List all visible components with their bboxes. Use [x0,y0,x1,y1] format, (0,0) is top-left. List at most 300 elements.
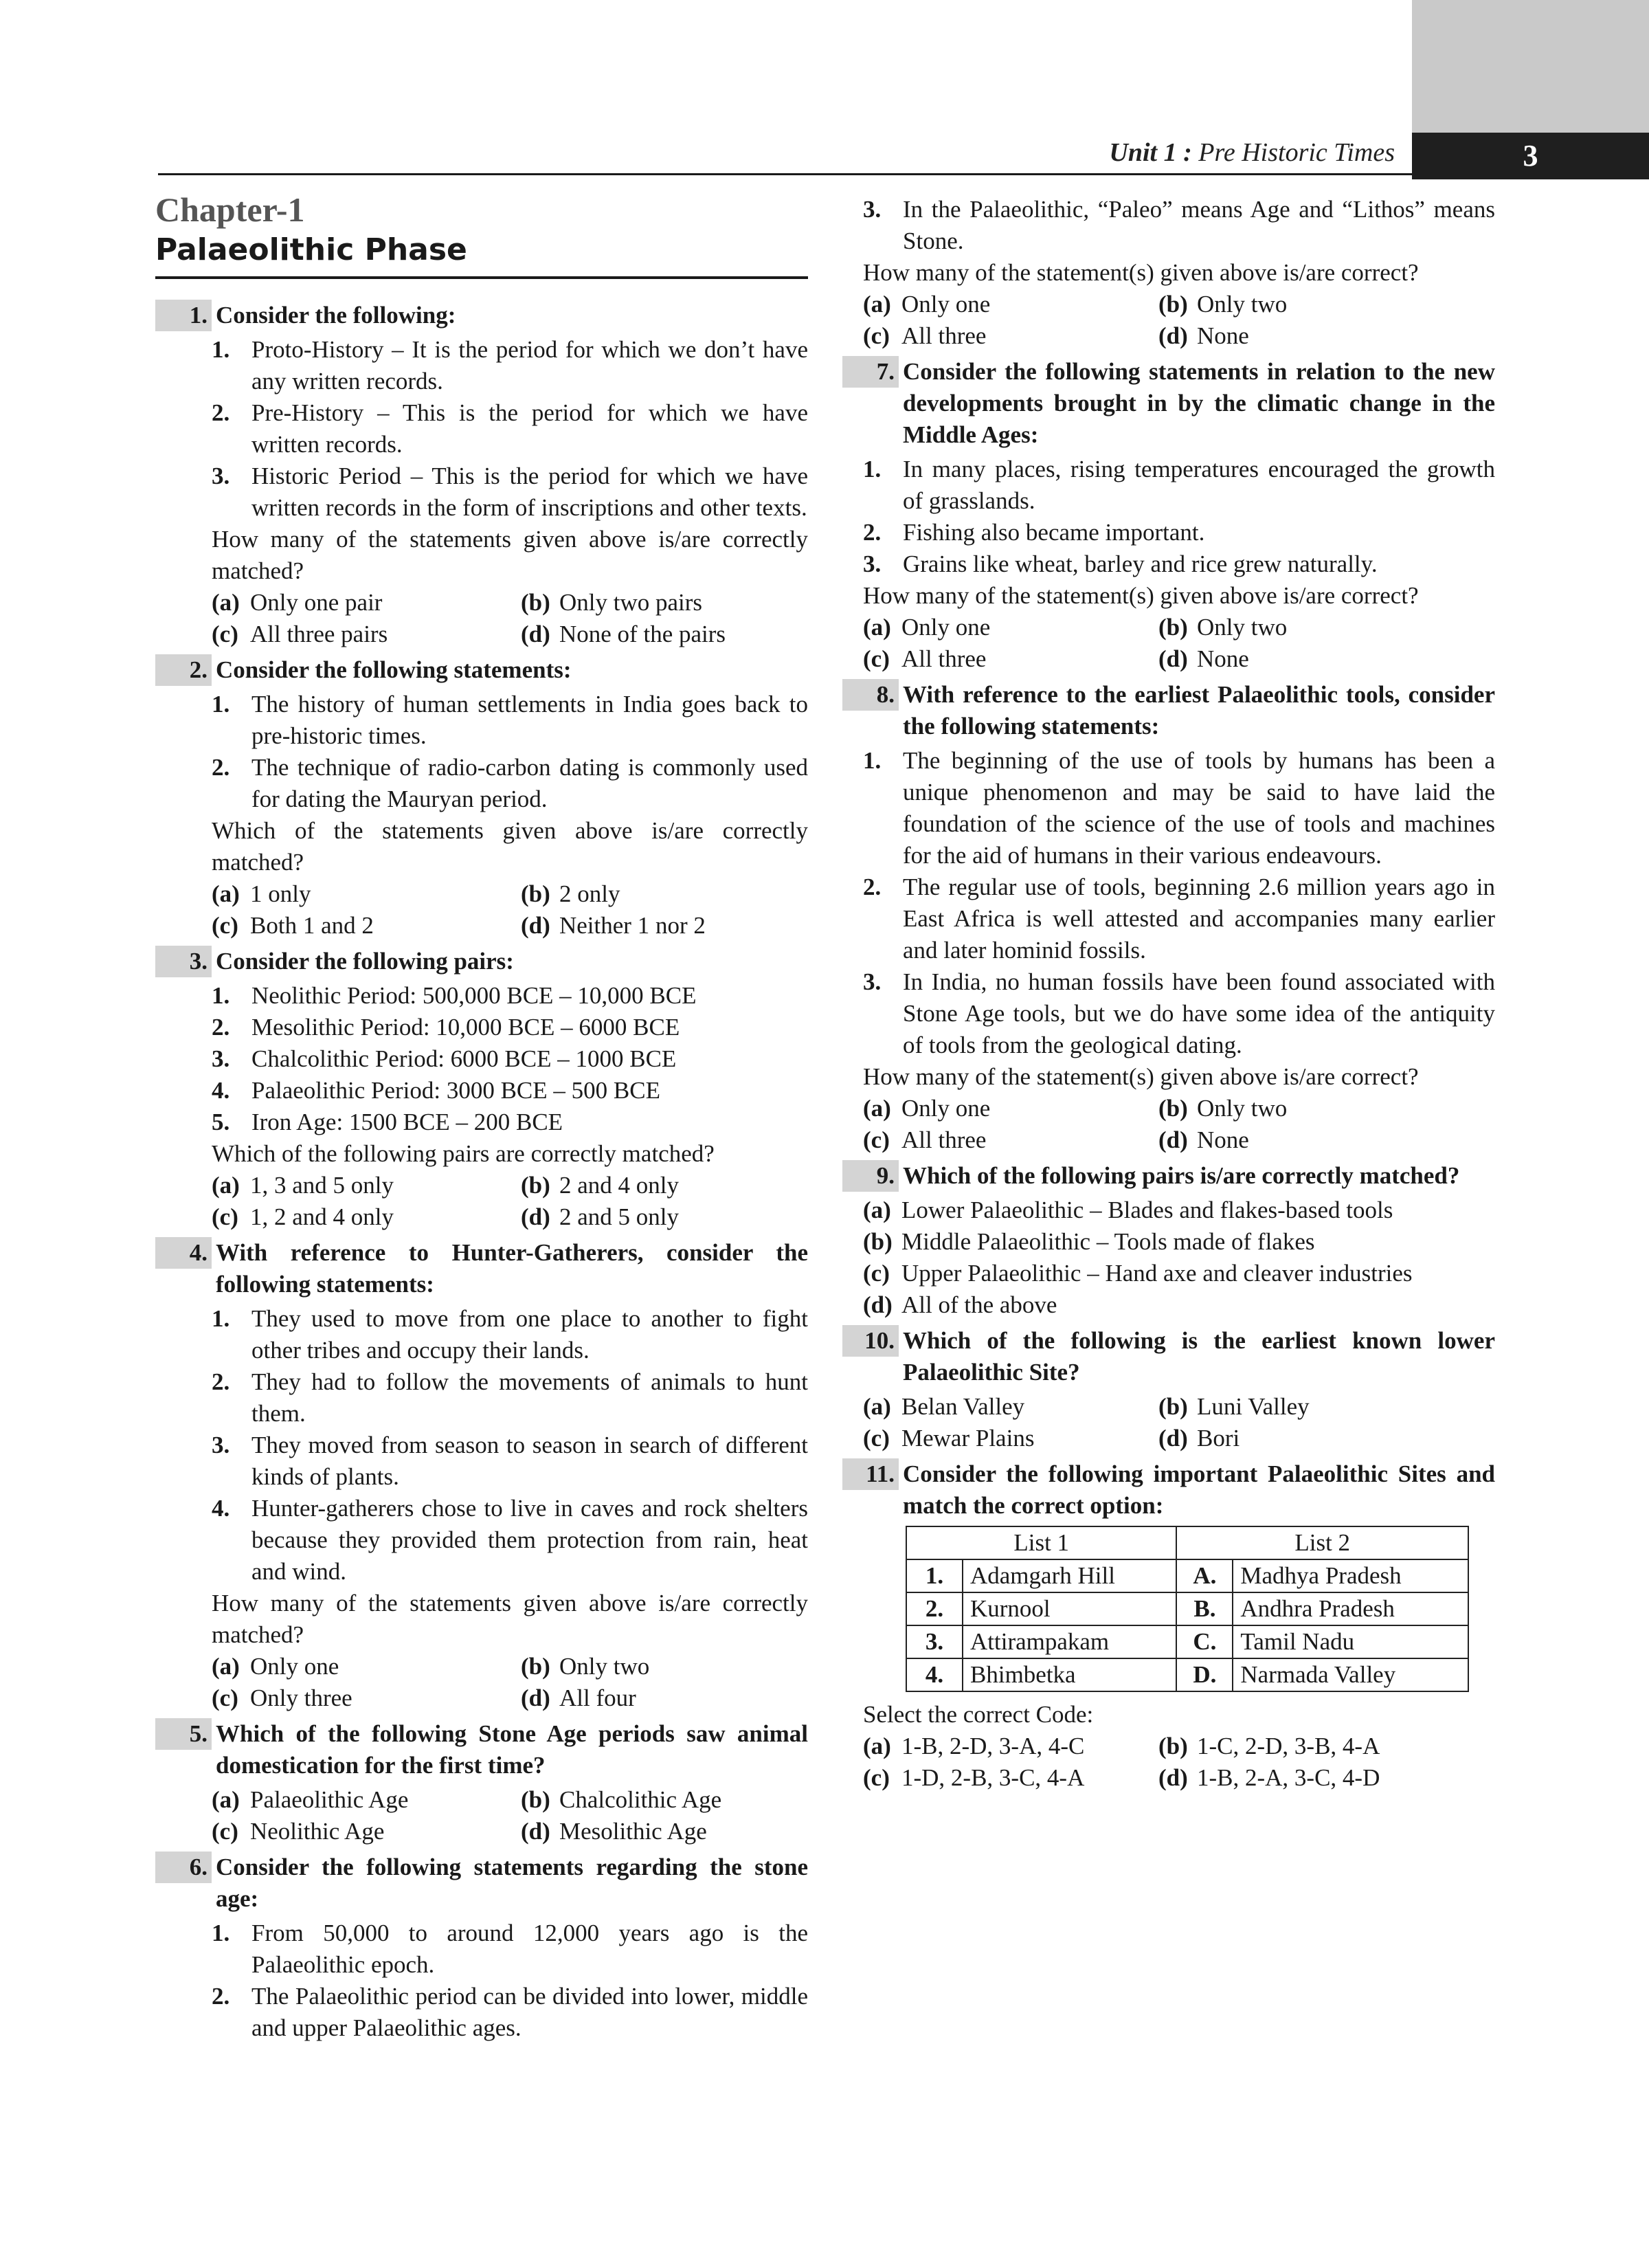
table-row [906,1658,1468,1691]
question-prompt: How many of the statements given above is/are correctly matched? [212,526,808,584]
option-label: (a) [863,614,891,641]
option-a [863,1391,1158,1423]
question-text: Consider the following statements: [216,656,572,683]
option-label: (c) [863,1260,890,1287]
statement-number: 4. [212,1495,230,1522]
option-text: Middle Palaeolithic – Tools made of flakes [901,1228,1315,1255]
option-text: 2 only [559,880,620,907]
option-text: Lower Palaeolithic – Blades and flakes-based tools [901,1197,1393,1223]
option-b [863,1226,1495,1258]
statement [212,1012,808,1043]
option-a [212,1651,521,1682]
option-a [863,1194,1495,1226]
option-label: (b) [1158,1095,1188,1122]
option-label: (d) [1158,322,1188,349]
question-header [155,946,808,977]
option-c [863,1258,1495,1289]
option-label: (a) [212,880,240,907]
option-label: (d) [521,621,550,647]
option-text: Only one [250,1653,339,1680]
option-text: Neolithic Age [250,1818,385,1845]
statement-number: 5. [212,1109,230,1135]
statement-text: Grains like wheat, barley and rice grew naturally. [903,551,1378,577]
option-label: (d) [521,912,550,939]
statement [212,1917,808,1981]
option-a [212,1784,521,1816]
options [212,1651,808,1714]
statement-text: Iron Age: 1500 BCE – 200 BCE [251,1109,563,1135]
statement-number: 2. [212,1014,230,1041]
option-label: (c) [863,1764,890,1791]
table-row [906,1559,1468,1592]
option-a [863,1093,1158,1124]
option-b [1158,1093,1495,1124]
statement [212,1043,808,1075]
option-text: Only one [901,291,991,318]
statement-number: 4. [212,1077,230,1104]
question-text: Consider the following pairs: [216,948,514,975]
option-text: All three [901,1126,987,1153]
running-head-topic: Pre Historic Times [1198,138,1395,167]
option-text: All three [901,645,987,672]
running-head-unit: Unit 1 : [1109,138,1192,167]
table-cell: Attirampakam [963,1625,1176,1658]
table-row [906,1592,1468,1625]
statement-text: The technique of radio-carbon dating is commonly used for dating the Mauryan period. [251,754,808,812]
statement [863,454,1495,517]
statement [212,1430,808,1493]
corner-tab [1412,0,1649,133]
table-cell: C. [1176,1625,1233,1658]
statement [212,1366,808,1430]
option-label: (c) [863,1425,890,1452]
option-text: 1, 3 and 5 only [250,1172,394,1199]
option-text: All three pairs [250,621,388,647]
statement [212,1075,808,1107]
option-a [212,1170,521,1201]
option-label: (a) [212,1653,240,1680]
option-b [521,1784,808,1816]
statement-text: The beginning of the use of tools by humans has been a unique phenomenon and may be said to have laid the foundation of the science of the use of tools and machines for the aid of humans in their various endeavours. [903,747,1495,869]
option-text: Only one pair [250,589,383,616]
question-1 [155,300,808,650]
option-c [212,1682,521,1714]
match-table [906,1526,1469,1692]
question-number: 7. [842,356,899,388]
statement-text: Fishing also became important. [903,519,1205,546]
question-text: Consider the following important Palaeolithic Sites and match the correct option: [903,1460,1495,1519]
option-text: Only two [1197,614,1288,641]
option-text: Only three [250,1685,352,1711]
question-7 [842,356,1495,675]
option-d [1158,320,1495,352]
option-d [1158,1762,1495,1794]
option-a [212,878,521,910]
statement-number: 1. [212,1920,230,1946]
question-text: With reference to the earliest Palaeolithic tools, consider the following statements: [903,681,1495,740]
column-header: List 1 [906,1526,1176,1559]
option-label: (b) [521,1653,550,1680]
statement-number: 2. [863,874,882,900]
question-prompt: Which of the statements given above is/are correctly matched? [212,817,808,876]
statement [212,1981,808,2044]
question-prompt: How many of the statements given above is/are correctly matched? [212,1590,808,1648]
option-text: 1-B, 2-A, 3-C, 4-D [1197,1764,1380,1791]
option-label: (b) [521,880,550,907]
statement-text: Proto-History – It is the period for which we don’t have any written records. [251,336,808,394]
options [212,878,808,942]
option-text: Only two pairs [559,589,703,616]
option-c [863,1124,1158,1156]
option-label: (a) [863,1393,891,1420]
table-cell: Adamgarh Hill [963,1559,1176,1592]
option-text: Both 1 and 2 [250,912,374,939]
option-label: (a) [212,589,240,616]
option-label: (b) [1158,291,1188,318]
statement-text: In the Palaeolithic, “Paleo” means Age and “Lithos” means Stone. [903,196,1495,254]
statement [212,1303,808,1366]
option-label: (d) [1158,1425,1188,1452]
option-c [863,1762,1158,1794]
option-d [521,1816,808,1847]
option-c [863,643,1158,675]
statement-text: In India, no human fossils have been found associated with Stone Age tools, but we do have some idea of the antiquity of tools from the geological dating. [903,968,1495,1058]
option-text: Only two [1197,291,1288,318]
chapter-rule [155,276,808,279]
option-label: (d) [1158,1126,1188,1153]
question-6-continued [842,194,1495,352]
statement-text: Neolithic Period: 500,000 BCE – 10,000 BCE [251,982,697,1009]
statement-number: 3. [863,551,882,577]
question-prompt: Select the correct Code: [863,1701,1094,1728]
right-column [842,194,1495,1798]
statement-text: Pre-History – This is the period for which we have written records. [251,399,808,458]
statement-text: Historic Period – This is the period for which we have written records in the form of inscriptions and other texts. [251,463,808,521]
statement [863,871,1495,966]
option-label: (c) [212,1203,238,1230]
option-label: (b) [863,1228,893,1255]
statement-number: 1. [212,336,230,363]
option-text: 1-B, 2-D, 3-A, 4-C [901,1733,1085,1759]
question-3 [155,946,808,1233]
table-cell: Tamil Nadu [1233,1625,1468,1658]
options [212,1170,808,1233]
question-header [155,300,808,331]
option-c [863,1423,1158,1454]
question-prompt: Which of the following pairs are correctly matched? [212,1140,715,1167]
options [863,1194,1495,1321]
option-label: (b) [1158,1393,1188,1420]
question-text: Which of the following Stone Age periods saw animal domestication for the first time? [216,1720,808,1779]
option-text: 1 only [250,880,311,907]
statement [863,745,1495,871]
statement-text: The Palaeolithic period can be divided into lower, middle and upper Palaeolithic ages. [251,1983,808,2041]
left-column [155,300,808,2048]
option-d [1158,1423,1495,1454]
option-text: Only two [559,1653,650,1680]
question-prompt: How many of the statement(s) given above is/are correct? [863,1063,1419,1090]
table-cell: A. [1176,1559,1233,1592]
question-prompt: How many of the statement(s) given above is/are correct? [863,582,1419,609]
option-label: (a) [863,1197,891,1223]
option-a [863,1731,1158,1762]
statement [863,966,1495,1061]
option-label: (a) [863,1095,891,1122]
option-text: Chalcolithic Age [559,1786,722,1813]
option-label: (d) [863,1291,893,1318]
chapter-title: Palaeolithic Phase [155,232,467,267]
table-cell: 1. [906,1559,963,1592]
question-4 [155,1237,808,1714]
question-6 [155,1852,808,2044]
statement [212,752,808,815]
option-d [1158,1124,1495,1156]
page-number: 3 [1412,133,1649,179]
option-text: Only one [901,1095,991,1122]
option-b [1158,1731,1495,1762]
option-d [521,1201,808,1233]
table-cell: Kurnool [963,1592,1176,1625]
question-number: 9. [842,1160,899,1192]
question-number: 1. [155,300,212,331]
question-header [155,654,808,686]
table-cell: 2. [906,1592,963,1625]
option-d [521,619,808,650]
option-label: (b) [521,1172,550,1199]
question-11 [842,1458,1495,1794]
option-label: (c) [863,322,890,349]
option-label: (b) [1158,614,1188,641]
statement-text: In many places, rising temperatures encouraged the growth of grasslands. [903,456,1495,514]
option-label: (a) [863,1733,891,1759]
option-text: Neither 1 nor 2 [559,912,706,939]
statement-text: Chalcolithic Period: 6000 BCE – 1000 BCE [251,1045,677,1072]
statement-number: 1. [212,1305,230,1332]
options [863,289,1495,352]
statement-number: 3. [212,1045,230,1072]
statement-text: From 50,000 to around 12,000 years ago is the Palaeolithic epoch. [251,1920,808,1978]
option-text: None [1197,645,1249,672]
table-cell: B. [1176,1592,1233,1625]
option-b [1158,612,1495,643]
question-text: With reference to Hunter-Gatherers, consider the following statements: [216,1239,808,1298]
option-text: All of the above [901,1291,1057,1318]
question-header [155,1852,808,1915]
option-text: None of the pairs [559,621,726,647]
question-text: Consider the following: [216,302,456,329]
statement [212,334,808,397]
statement-text: They moved from season to season in search of different kinds of plants. [251,1432,808,1490]
option-b [521,878,808,910]
option-label: (c) [212,1685,238,1711]
statement [212,1493,808,1588]
question-text: Consider the following statements regarding the stone age: [216,1854,808,1912]
statement [212,980,808,1012]
question-header [155,1237,808,1300]
option-label: (d) [1158,1764,1188,1791]
table-cell: D. [1176,1658,1233,1691]
option-label: (d) [521,1685,550,1711]
table-header-row [906,1526,1468,1559]
option-c [863,320,1158,352]
option-text: All three [901,322,987,349]
option-label: (d) [521,1203,550,1230]
header-rule [158,173,1412,175]
option-label: (c) [212,1818,238,1845]
question-number: 3. [155,946,212,977]
option-label: (a) [863,291,891,318]
statement-number: 1. [212,691,230,718]
option-d [1158,643,1495,675]
statement-number: 1. [863,456,882,482]
option-text: Only two [1197,1095,1288,1122]
option-text: None [1197,322,1249,349]
question-header [155,1718,808,1781]
option-label: (b) [521,589,550,616]
question-number: 10. [842,1325,899,1357]
question-header [842,679,1495,742]
statement-text: The history of human settlements in India goes back to pre-historic times. [251,691,808,749]
option-text: 2 and 5 only [559,1203,680,1230]
option-a [212,587,521,619]
option-b [521,1651,808,1682]
statement-text: They had to follow the movements of animals to hunt them. [251,1368,808,1427]
table-cell: Madhya Pradesh [1233,1559,1468,1592]
table-cell: Bhimbetka [963,1658,1176,1691]
table-row [906,1625,1468,1658]
option-a [863,289,1158,320]
question-header [842,1160,1495,1192]
option-label: (c) [863,645,890,672]
running-head [1109,137,1395,168]
question-10 [842,1325,1495,1454]
option-text: Palaeolithic Age [250,1786,409,1813]
option-d [521,910,808,942]
option-text: Luni Valley [1197,1393,1310,1420]
statement [863,194,1495,257]
option-b [521,1170,808,1201]
option-a [863,612,1158,643]
statement-text: Hunter-gatherers chose to live in caves and rock shelters because they provided them protection from rain, heat and wind. [251,1495,808,1585]
chapter-number: Chapter-1 [155,190,305,229]
column-header: List 2 [1176,1526,1468,1559]
table-cell: 3. [906,1625,963,1658]
statement-text: The regular use of tools, beginning 2.6 million years ago in East Africa is well attested and accompanies many earlier and later hominid fossils. [903,874,1495,964]
statement-number: 3. [212,463,230,489]
option-d [521,1682,808,1714]
question-text: Which of the following is the earliest known lower Palaeolithic Site? [903,1327,1495,1386]
option-text: Bori [1197,1425,1240,1452]
option-text: 1, 2 and 4 only [250,1203,394,1230]
option-text: Belan Valley [901,1393,1025,1420]
option-c [212,910,521,942]
statement-number: 2. [863,519,882,546]
question-number: 11. [842,1458,899,1490]
statement [212,1107,808,1138]
question-number: 6. [155,1852,212,1883]
question-header [842,1458,1495,1522]
option-label: (a) [212,1786,240,1813]
statement-number: 2. [212,1368,230,1395]
option-c [212,619,521,650]
option-text: Upper Palaeolithic – Hand axe and cleaver industries [901,1260,1413,1287]
option-text: 1-C, 2-D, 3-B, 4-A [1197,1733,1380,1759]
statement-text: Mesolithic Period: 10,000 BCE – 6000 BCE [251,1014,680,1041]
question-8 [842,679,1495,1156]
statement [212,689,808,752]
option-label: (c) [212,621,238,647]
question-header [842,356,1495,451]
statement [212,460,808,524]
question-prompt: How many of the statement(s) given above is/are correct? [863,259,1419,286]
options [863,612,1495,675]
question-number: 8. [842,679,899,711]
question-number: 2. [155,654,212,686]
statement-text: They used to move from one place to another to fight other tribes and occupy their lands. [251,1305,808,1364]
question-text: Which of the following pairs is/are correctly matched? [903,1162,1460,1189]
option-text: 1-D, 2-B, 3-C, 4-A [901,1764,1085,1791]
option-text: Mesolithic Age [559,1818,707,1845]
options [212,587,808,650]
option-label: (a) [212,1172,240,1199]
statement-number: 2. [212,399,230,426]
question-9 [842,1160,1495,1321]
option-text: All four [559,1685,636,1711]
statement-number: 3. [863,196,882,223]
question-5 [155,1718,808,1847]
question-number: 4. [155,1237,212,1269]
statement-number: 2. [212,754,230,781]
options [863,1391,1495,1454]
option-label: (d) [521,1818,550,1845]
statement-number: 3. [863,968,882,995]
option-text: Mewar Plains [901,1425,1035,1452]
option-label: (b) [521,1786,550,1813]
option-c [212,1201,521,1233]
option-d [863,1289,1495,1321]
question-number: 5. [155,1718,212,1750]
options [863,1093,1495,1156]
option-b [1158,1391,1495,1423]
statement-number: 3. [212,1432,230,1458]
table-cell: Narmada Valley [1233,1658,1468,1691]
statement-number: 2. [212,1983,230,2010]
option-label: (c) [863,1126,890,1153]
statement-text: Palaeolithic Period: 3000 BCE – 500 BCE [251,1077,660,1104]
option-b [1158,289,1495,320]
question-2 [155,654,808,942]
option-label: (c) [212,912,238,939]
option-label: (b) [1158,1733,1188,1759]
table-cell: 4. [906,1658,963,1691]
option-text: Only one [901,614,991,641]
option-b [521,587,808,619]
statement-number: 1. [863,747,882,774]
statement-number: 1. [212,982,230,1009]
question-text: Consider the following statements in relation to the new developments brought in by the climatic change in the Middle Ages: [903,358,1495,448]
option-c [212,1816,521,1847]
statement [863,548,1495,580]
options [212,1784,808,1847]
statement [212,397,808,460]
question-header [842,1325,1495,1388]
options [863,1731,1495,1794]
option-text: 2 and 4 only [559,1172,680,1199]
option-text: None [1197,1126,1249,1153]
statement [863,517,1495,548]
table-cell: Andhra Pradesh [1233,1592,1468,1625]
option-label: (d) [1158,645,1188,672]
